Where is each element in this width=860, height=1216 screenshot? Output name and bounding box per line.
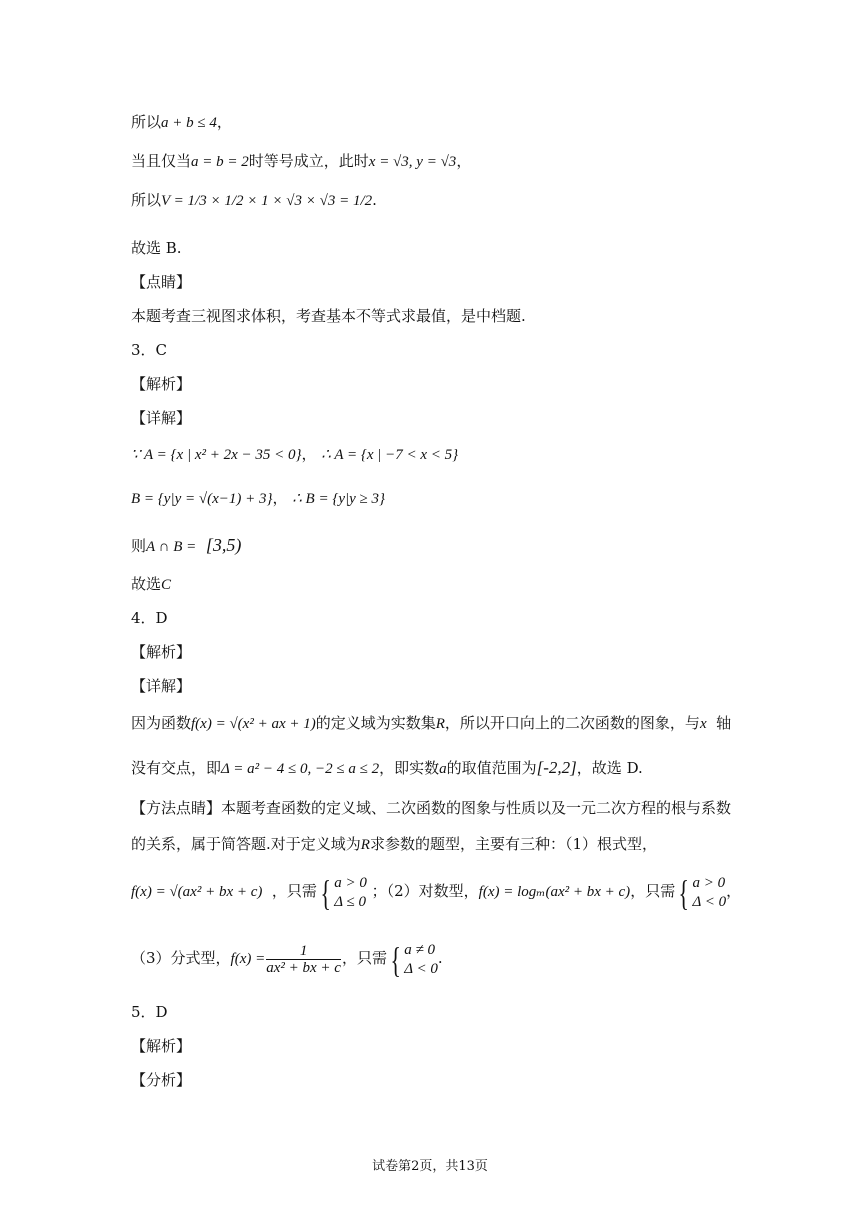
section-heading: 【解析】 — [131, 375, 192, 393]
math-expr: B = {y|y = √(x−1) + 3} — [131, 491, 273, 507]
text-line: 则A ∩ B = [3,5) — [131, 535, 242, 555]
section-heading: 【详解】 — [131, 677, 192, 695]
page-footer: 试卷第2页，共13页 — [372, 1159, 488, 1174]
condition-brace: { a > 0 Δ ≤ 0 — [320, 872, 367, 913]
math-expr: V = 1/3 × 1/2 × 1 × √3 × √3 = 1/2 — [161, 193, 373, 209]
math-expr: f(x) = √(x² + ax + 1) — [191, 716, 316, 732]
section-heading: 【点睛】 — [131, 273, 192, 291]
text-line: B = {y|y = √(x−1) + 3}， ∴ B = {y|y ≥ 3} — [131, 489, 386, 507]
math-expr: x = √3, y = √3 — [368, 154, 457, 170]
question-number: 5．D — [131, 1003, 168, 1021]
math-expr: ∴ B = {y|y ≥ 3} — [292, 491, 386, 507]
text-line: 所以a + b ≤ 4， — [131, 113, 232, 131]
math-expr: ∴ A = {x | −7 < x < 5} — [321, 447, 459, 463]
text-line: 的关系，属于简答题.对于定义域为R求参数的题型，主要有三种：（1）根式型， — [131, 835, 657, 853]
math-expr: ∵ A = {x | x² + 2x − 35 < 0} — [131, 447, 302, 463]
math-expr: [-2,2] — [536, 758, 577, 777]
text-line: 【方法点睛】本题考查函数的定义域、二次函数的图象与性质以及一元二次方程的根与系数 — [131, 799, 732, 817]
section-heading: 【解析】 — [131, 1037, 192, 1055]
text-line: 本题考查三视图求体积，考查基本不等式求最值，是中档题. — [131, 307, 526, 325]
text-line: （3）分式型，f(x) = $\frac{1}{\text{ax² + bx + c}}$ ，只需{ a ≠ 0 Δ < 0 . — [131, 939, 443, 980]
math-expr: f(x) = √(ax² + bx + c) — [131, 884, 263, 900]
math-expr: A ∩ B = — [146, 539, 197, 555]
question-number: 3．C — [131, 341, 168, 359]
text-line: 故选 B. — [131, 239, 182, 257]
condition-brace: { a > 0 Δ < 0 — [678, 872, 727, 913]
text-line: 故选C — [131, 575, 172, 593]
question-number: 4．D — [131, 609, 168, 627]
math-expr: f(x) = logₘ(ax² + bx + c) — [478, 884, 631, 900]
math-expr: Δ = a² − 4 ≤ 0, −2 ≤ a ≤ 2 — [221, 761, 380, 777]
text-line: f(x) = √(ax² + bx + c) ，只需{ a > 0 Δ ≤ 0 ；（2）对数型，f(x) = logₘ(ax² + bx + c)，只需{ a > 0 Δ < 0 ， — [131, 872, 742, 913]
text-line: 所以V = 1/3 × 1/2 × 1 × √3 × √3 = 1/2. — [131, 191, 377, 209]
math-expr: a + b ≤ 4 — [161, 115, 217, 131]
section-heading: 【分析】 — [131, 1071, 192, 1089]
math-expr: [3,5) — [205, 535, 242, 555]
math-expr: a = b = 2 — [191, 154, 249, 170]
text-line: 当且仅当a = b = 2时等号成立，此时x = √3, y = √3， — [131, 152, 472, 170]
condition-brace: { a ≠ 0 Δ < 0 — [390, 939, 438, 980]
section-heading: 【详解】 — [131, 409, 192, 427]
math-expr: C — [161, 577, 172, 593]
text-line: 没有交点，即Δ = a² − 4 ≤ 0, −2 ≤ a ≤ 2，即实数a的取值范围为[-2,2]，故选 D. — [131, 758, 643, 777]
text-line: ∵ A = {x | x² + 2x − 35 < 0}， ∴ A = {x | −7 < x < 5} — [131, 445, 459, 463]
fraction: $\frac{1}{\text{ax² + bx + c}}$ — [266, 942, 341, 976]
text-line: 因为函数f(x) = √(x² + ax + 1)的定义域为实数集R，所以开口向上的二次函数的图象，与x 轴 — [131, 714, 732, 732]
section-heading: 【解析】 — [131, 643, 192, 661]
